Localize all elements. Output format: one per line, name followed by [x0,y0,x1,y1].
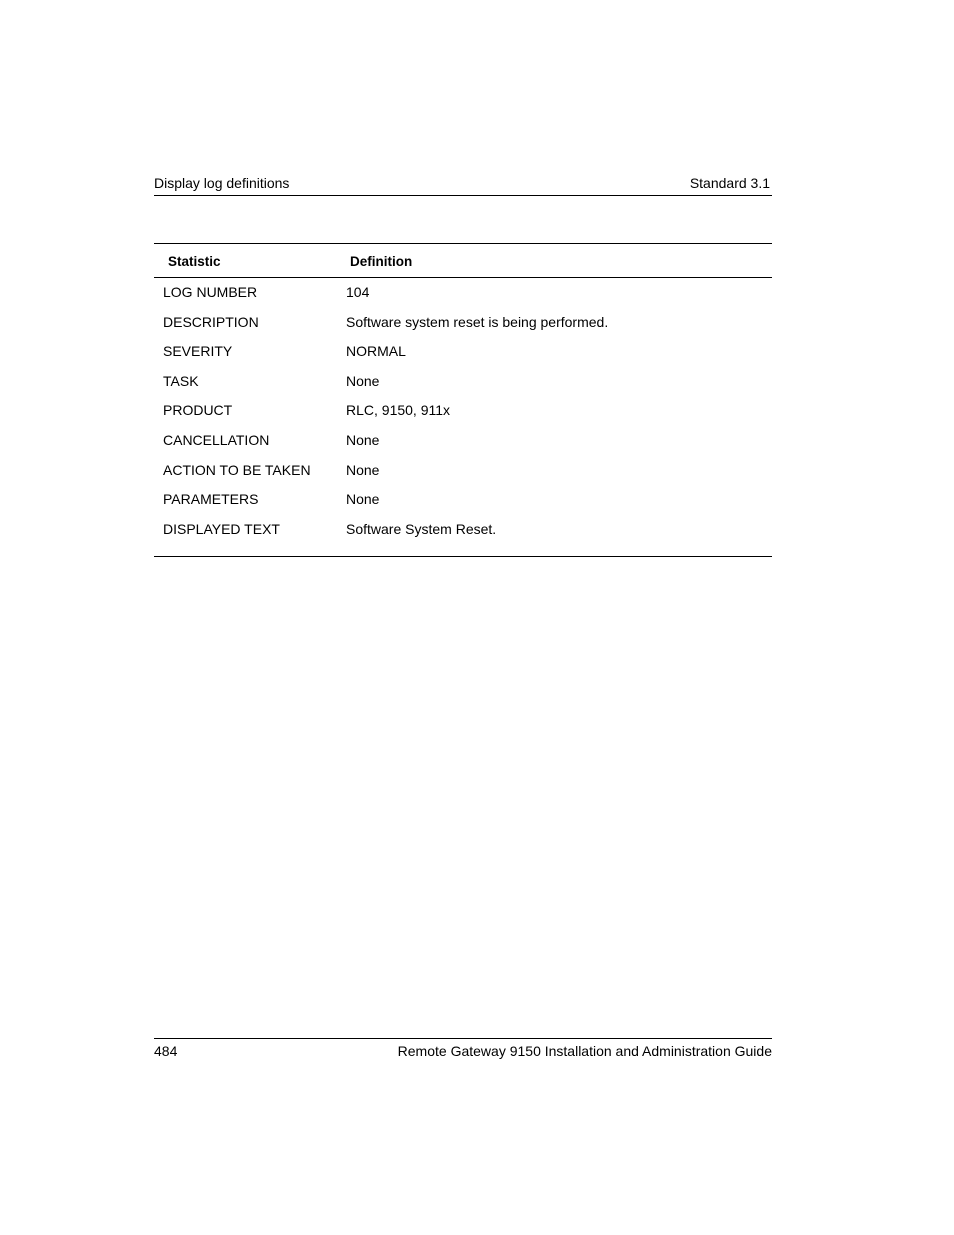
statistic-cell: DESCRIPTION [163,313,259,330]
document-version: Standard 3.1 [689,175,770,191]
definition-cell: None [346,461,380,478]
statistic-cell: PARAMETERS [163,491,259,508]
table-row [154,490,772,520]
definition-cell: Software system reset is being performed. [346,313,609,330]
definition-cell: RLC, 9150, 911x [346,402,451,419]
table-row [154,283,772,313]
table-row [154,342,772,372]
table-header [154,244,772,278]
statistic-cell: ACTION TO BE TAKEN [163,461,311,478]
statistic-cell: LOG NUMBER [163,284,258,300]
section-title: Display log definitions [154,175,290,191]
table-row [154,461,772,491]
statistic-cell: SEVERITY [163,343,233,360]
log-definition-table [154,243,772,557]
table-body [154,278,772,556]
statistic-cell: TASK [163,372,199,389]
page-number: 484 [154,1043,178,1059]
statistic-cell: DISPLAYED TEXT [163,520,280,537]
page-header [154,174,772,196]
table-row [154,520,772,550]
definition-cell: None [346,431,380,448]
definition-cell: Software System Reset. [346,520,497,537]
table-row [154,313,772,343]
table-row [154,431,772,461]
page-footer [154,1038,772,1063]
statistic-cell: PRODUCT [163,402,233,419]
column-header-statistic: Statistic [168,254,221,269]
table-row [154,372,772,402]
guide-title: Remote Gateway 9150 Installation and Administration Guide [397,1043,772,1059]
definition-cell: None [346,372,380,389]
column-header-definition: Definition [350,254,413,269]
definition-cell: None [346,491,380,508]
definition-cell: NORMAL [346,343,406,360]
statistic-cell: CANCELLATION [163,431,270,448]
definition-cell: 104 [346,284,370,300]
table-row [154,401,772,431]
